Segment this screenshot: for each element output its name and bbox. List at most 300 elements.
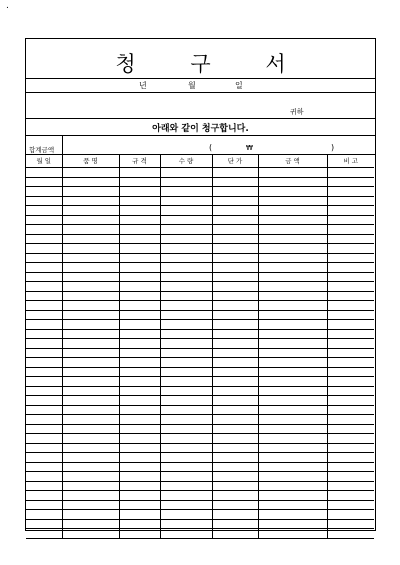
cell-remarks[interactable]	[327, 215, 374, 225]
total-open-paren: (	[209, 143, 213, 152]
cell-date[interactable]	[26, 443, 62, 453]
cell-date[interactable]	[26, 348, 62, 358]
cell-spec[interactable]	[119, 500, 160, 510]
cell-item[interactable]	[62, 519, 119, 529]
cell-amount[interactable]	[258, 481, 327, 491]
cell-quantity[interactable]	[160, 424, 212, 434]
cell-amount[interactable]	[258, 519, 327, 529]
cell-unit-price[interactable]	[212, 348, 258, 358]
cell-item[interactable]	[62, 291, 119, 301]
cell-date[interactable]	[26, 234, 62, 244]
cell-unit-price[interactable]	[212, 225, 258, 235]
cell-amount[interactable]	[258, 206, 327, 216]
cell-quantity[interactable]	[160, 453, 212, 463]
cell-remarks[interactable]	[327, 291, 374, 301]
cell-spec[interactable]	[119, 168, 160, 178]
cell-amount[interactable]	[258, 491, 327, 501]
cell-remarks[interactable]	[327, 500, 374, 510]
cell-unit-price[interactable]	[212, 187, 258, 197]
cell-remarks[interactable]	[327, 263, 374, 273]
cell-amount[interactable]	[258, 301, 327, 311]
cell-spec[interactable]	[119, 253, 160, 263]
cell-amount[interactable]	[258, 187, 327, 197]
cell-quantity[interactable]	[160, 519, 212, 529]
cell-spec[interactable]	[119, 462, 160, 472]
recipient-divider	[26, 92, 375, 119]
cell-item[interactable]	[62, 405, 119, 415]
cell-quantity[interactable]	[160, 196, 212, 206]
cell-item[interactable]	[62, 415, 119, 425]
cell-amount[interactable]	[258, 443, 327, 453]
cell-remarks[interactable]	[327, 225, 374, 235]
cell-quantity[interactable]	[160, 187, 212, 197]
cell-spec[interactable]	[119, 234, 160, 244]
table-row	[26, 253, 374, 263]
total-amount-label: 합계금액	[29, 146, 55, 154]
cell-date[interactable]	[26, 367, 62, 377]
cell-remarks[interactable]	[327, 405, 374, 415]
table-row	[26, 206, 374, 216]
cell-date[interactable]	[26, 215, 62, 225]
cell-item[interactable]	[62, 244, 119, 254]
table-row	[26, 358, 374, 368]
cell-quantity[interactable]	[160, 529, 212, 539]
cell-amount[interactable]	[258, 177, 327, 187]
cell-unit-price[interactable]	[212, 424, 258, 434]
cell-amount[interactable]	[258, 310, 327, 320]
cell-amount[interactable]	[258, 529, 327, 539]
cell-quantity[interactable]	[160, 405, 212, 415]
cell-date[interactable]	[26, 472, 62, 482]
cell-amount[interactable]	[258, 234, 327, 244]
cell-remarks[interactable]	[327, 348, 374, 358]
cell-quantity[interactable]	[160, 434, 212, 444]
cell-spec[interactable]	[119, 415, 160, 425]
cell-quantity[interactable]	[160, 491, 212, 501]
cell-remarks[interactable]	[327, 301, 374, 311]
cell-date[interactable]	[26, 462, 62, 472]
cell-unit-price[interactable]	[212, 339, 258, 349]
cell-item[interactable]	[62, 272, 119, 282]
cell-date[interactable]	[26, 196, 62, 206]
cell-item[interactable]	[62, 329, 119, 339]
cell-unit-price[interactable]	[212, 272, 258, 282]
cell-spec[interactable]	[119, 348, 160, 358]
cell-remarks[interactable]	[327, 187, 374, 197]
cell-unit-price[interactable]	[212, 263, 258, 273]
cell-date[interactable]	[26, 168, 62, 178]
cell-amount[interactable]	[258, 329, 327, 339]
cell-date[interactable]	[26, 491, 62, 501]
cell-quantity[interactable]	[160, 472, 212, 482]
cell-spec[interactable]	[119, 187, 160, 197]
cell-unit-price[interactable]	[212, 301, 258, 311]
cell-unit-price[interactable]	[212, 481, 258, 491]
document-title: 청 구 서	[115, 52, 310, 76]
cell-quantity[interactable]	[160, 510, 212, 520]
cell-remarks[interactable]	[327, 443, 374, 453]
cell-amount[interactable]	[258, 339, 327, 349]
cell-spec[interactable]	[119, 263, 160, 273]
corner-mark: .	[6, 1, 9, 11]
col-header-amount: 금 액	[258, 154, 327, 168]
cell-quantity[interactable]	[160, 339, 212, 349]
cell-unit-price[interactable]	[212, 168, 258, 178]
cell-item[interactable]	[62, 386, 119, 396]
cell-spec[interactable]	[119, 177, 160, 187]
cell-item[interactable]	[62, 500, 119, 510]
cell-quantity[interactable]	[160, 348, 212, 358]
cell-item[interactable]	[62, 320, 119, 330]
cell-unit-price[interactable]	[212, 519, 258, 529]
cell-date[interactable]	[26, 396, 62, 406]
cell-amount[interactable]	[258, 253, 327, 263]
cell-remarks[interactable]	[327, 253, 374, 263]
table-row	[26, 424, 374, 434]
cell-unit-price[interactable]	[212, 367, 258, 377]
cell-unit-price[interactable]	[212, 443, 258, 453]
cell-quantity[interactable]	[160, 244, 212, 254]
cell-unit-price[interactable]	[212, 196, 258, 206]
cell-amount[interactable]	[258, 215, 327, 225]
cell-unit-price[interactable]	[212, 529, 258, 539]
cell-remarks[interactable]	[327, 272, 374, 282]
cell-item[interactable]	[62, 529, 119, 539]
cell-unit-price[interactable]	[212, 282, 258, 292]
cell-item[interactable]	[62, 377, 119, 387]
cell-remarks[interactable]	[327, 244, 374, 254]
cell-item[interactable]	[62, 196, 119, 206]
cell-remarks[interactable]	[327, 510, 374, 520]
cell-unit-price[interactable]	[212, 329, 258, 339]
cell-item[interactable]	[62, 168, 119, 178]
cell-date[interactable]	[26, 386, 62, 396]
cell-spec[interactable]	[119, 519, 160, 529]
cell-unit-price[interactable]	[212, 377, 258, 387]
total-close-paren: )	[331, 143, 335, 152]
cell-quantity[interactable]	[160, 377, 212, 387]
cell-date[interactable]	[26, 225, 62, 235]
cell-quantity[interactable]	[160, 168, 212, 178]
cell-quantity[interactable]	[160, 282, 212, 292]
cell-spec[interactable]	[119, 196, 160, 206]
cell-spec[interactable]	[119, 320, 160, 330]
table-row	[26, 272, 374, 282]
cell-unit-price[interactable]	[212, 415, 258, 425]
cell-quantity[interactable]	[160, 310, 212, 320]
cell-item[interactable]	[62, 187, 119, 197]
cell-quantity[interactable]	[160, 263, 212, 273]
cell-quantity[interactable]	[160, 329, 212, 339]
cell-remarks[interactable]	[327, 434, 374, 444]
cell-remarks[interactable]	[327, 339, 374, 349]
cell-quantity[interactable]	[160, 234, 212, 244]
col-header-date: 월 일	[26, 154, 62, 168]
cell-spec[interactable]	[119, 481, 160, 491]
cell-date[interactable]	[26, 187, 62, 197]
cell-amount[interactable]	[258, 291, 327, 301]
cell-spec[interactable]	[119, 434, 160, 444]
cell-date[interactable]	[26, 301, 62, 311]
cell-item[interactable]	[62, 225, 119, 235]
cell-item[interactable]	[62, 263, 119, 273]
cell-quantity[interactable]	[160, 443, 212, 453]
cell-date[interactable]	[26, 244, 62, 254]
cell-quantity[interactable]	[160, 253, 212, 263]
cell-amount[interactable]	[258, 225, 327, 235]
cell-date[interactable]	[26, 177, 62, 187]
cell-remarks[interactable]	[327, 358, 374, 368]
cell-item[interactable]	[62, 339, 119, 349]
cell-date[interactable]	[26, 253, 62, 263]
cell-unit-price[interactable]	[212, 434, 258, 444]
cell-date[interactable]	[26, 291, 62, 301]
cell-unit-price[interactable]	[212, 453, 258, 463]
cell-remarks[interactable]	[327, 206, 374, 216]
cell-spec[interactable]	[119, 272, 160, 282]
cell-amount[interactable]	[258, 348, 327, 358]
table-row	[26, 396, 374, 406]
cell-remarks[interactable]	[327, 367, 374, 377]
cell-remarks[interactable]	[327, 329, 374, 339]
cell-unit-price[interactable]	[212, 386, 258, 396]
cell-date[interactable]	[26, 310, 62, 320]
cell-unit-price[interactable]	[212, 500, 258, 510]
cell-unit-price[interactable]	[212, 234, 258, 244]
cell-item[interactable]	[62, 453, 119, 463]
cell-quantity[interactable]	[160, 462, 212, 472]
cell-item[interactable]	[62, 443, 119, 453]
table-row	[26, 529, 374, 539]
cell-spec[interactable]	[119, 405, 160, 415]
cell-spec[interactable]	[119, 529, 160, 539]
cell-spec[interactable]	[119, 244, 160, 254]
cell-remarks[interactable]	[327, 415, 374, 425]
cell-quantity[interactable]	[160, 481, 212, 491]
cell-item[interactable]	[62, 462, 119, 472]
cell-date[interactable]	[26, 206, 62, 216]
cell-spec[interactable]	[119, 453, 160, 463]
cell-unit-price[interactable]	[212, 320, 258, 330]
cell-spec[interactable]	[119, 339, 160, 349]
cell-spec[interactable]	[119, 282, 160, 292]
cell-unit-price[interactable]	[212, 396, 258, 406]
cell-amount[interactable]	[258, 405, 327, 415]
cell-item[interactable]	[62, 253, 119, 263]
cell-date[interactable]	[26, 500, 62, 510]
cell-amount[interactable]	[258, 263, 327, 273]
cell-item[interactable]	[62, 472, 119, 482]
cell-item[interactable]	[62, 310, 119, 320]
cell-item[interactable]	[62, 434, 119, 444]
cell-remarks[interactable]	[327, 168, 374, 178]
cell-spec[interactable]	[119, 215, 160, 225]
cell-remarks[interactable]	[327, 396, 374, 406]
col-header-unit-price: 단 가	[212, 154, 258, 168]
cell-spec[interactable]	[119, 396, 160, 406]
cell-unit-price[interactable]	[212, 472, 258, 482]
cell-spec[interactable]	[119, 472, 160, 482]
cell-spec[interactable]	[119, 329, 160, 339]
cell-quantity[interactable]	[160, 396, 212, 406]
cell-unit-price[interactable]	[212, 177, 258, 187]
cell-item[interactable]	[62, 424, 119, 434]
cell-amount[interactable]	[258, 196, 327, 206]
table-row	[26, 215, 374, 225]
cell-item[interactable]	[62, 481, 119, 491]
cell-date[interactable]	[26, 481, 62, 491]
table-row	[26, 510, 374, 520]
cell-amount[interactable]	[258, 272, 327, 282]
cell-unit-price[interactable]	[212, 215, 258, 225]
cell-unit-price[interactable]	[212, 462, 258, 472]
cell-item[interactable]	[62, 348, 119, 358]
table-row	[26, 339, 374, 349]
cell-unit-price[interactable]	[212, 206, 258, 216]
cell-quantity[interactable]	[160, 386, 212, 396]
cell-unit-price[interactable]	[212, 310, 258, 320]
cell-remarks[interactable]	[327, 472, 374, 482]
cell-spec[interactable]	[119, 424, 160, 434]
date-day-label: 일	[235, 81, 243, 90]
table-row	[26, 244, 374, 254]
cell-quantity[interactable]	[160, 272, 212, 282]
cell-spec[interactable]	[119, 510, 160, 520]
cell-spec[interactable]	[119, 291, 160, 301]
cell-item[interactable]	[62, 301, 119, 311]
cell-date[interactable]	[26, 263, 62, 273]
cell-remarks[interactable]	[327, 491, 374, 501]
cell-amount[interactable]	[258, 453, 327, 463]
cell-amount[interactable]	[258, 472, 327, 482]
cell-remarks[interactable]	[327, 282, 374, 292]
cell-unit-price[interactable]	[212, 358, 258, 368]
cell-remarks[interactable]	[327, 519, 374, 529]
cell-date[interactable]	[26, 510, 62, 520]
table-row	[26, 519, 374, 529]
cell-remarks[interactable]	[327, 424, 374, 434]
cell-unit-price[interactable]	[212, 291, 258, 301]
cell-item[interactable]	[62, 510, 119, 520]
cell-remarks[interactable]	[327, 462, 374, 472]
cell-remarks[interactable]	[327, 177, 374, 187]
cell-quantity[interactable]	[160, 367, 212, 377]
cell-item[interactable]	[62, 396, 119, 406]
table-row	[26, 377, 374, 387]
cell-amount[interactable]	[258, 462, 327, 472]
cell-amount[interactable]	[258, 386, 327, 396]
cell-date[interactable]	[26, 519, 62, 529]
cell-unit-price[interactable]	[212, 405, 258, 415]
cell-quantity[interactable]	[160, 215, 212, 225]
cell-unit-price[interactable]	[212, 510, 258, 520]
cell-remarks[interactable]	[327, 196, 374, 206]
cell-quantity[interactable]	[160, 415, 212, 425]
cell-date[interactable]	[26, 320, 62, 330]
cell-amount[interactable]	[258, 367, 327, 377]
cell-amount[interactable]	[258, 168, 327, 178]
cell-item[interactable]	[62, 215, 119, 225]
cell-item[interactable]	[62, 234, 119, 244]
cell-quantity[interactable]	[160, 301, 212, 311]
cell-item[interactable]	[62, 358, 119, 368]
cell-unit-price[interactable]	[212, 244, 258, 254]
cell-quantity[interactable]	[160, 500, 212, 510]
cell-date[interactable]	[26, 405, 62, 415]
cell-remarks[interactable]	[327, 386, 374, 396]
cell-spec[interactable]	[119, 310, 160, 320]
cell-remarks[interactable]	[327, 377, 374, 387]
cell-date[interactable]	[26, 415, 62, 425]
cell-amount[interactable]	[258, 424, 327, 434]
cell-quantity[interactable]	[160, 225, 212, 235]
cell-amount[interactable]	[258, 510, 327, 520]
table-row	[26, 348, 374, 358]
cell-spec[interactable]	[119, 377, 160, 387]
cell-amount[interactable]	[258, 320, 327, 330]
date-divider	[26, 78, 375, 93]
cell-remarks[interactable]	[327, 481, 374, 491]
cell-quantity[interactable]	[160, 320, 212, 330]
cell-remarks[interactable]	[327, 310, 374, 320]
cell-item[interactable]	[62, 177, 119, 187]
cell-date[interactable]	[26, 358, 62, 368]
cell-item[interactable]	[62, 367, 119, 377]
cell-spec[interactable]	[119, 386, 160, 396]
table-row	[26, 453, 374, 463]
cell-spec[interactable]	[119, 206, 160, 216]
cell-amount[interactable]	[258, 282, 327, 292]
cell-spec[interactable]	[119, 443, 160, 453]
cell-date[interactable]	[26, 424, 62, 434]
cell-date[interactable]	[26, 453, 62, 463]
cell-date[interactable]	[26, 529, 62, 539]
cell-spec[interactable]	[119, 301, 160, 311]
cell-date[interactable]	[26, 377, 62, 387]
cell-quantity[interactable]	[160, 206, 212, 216]
cell-remarks[interactable]	[327, 529, 374, 539]
cell-amount[interactable]	[258, 500, 327, 510]
cell-unit-price[interactable]	[212, 253, 258, 263]
cell-date[interactable]	[26, 434, 62, 444]
cell-spec[interactable]	[119, 358, 160, 368]
cell-date[interactable]	[26, 339, 62, 349]
cell-date[interactable]	[26, 282, 62, 292]
cell-amount[interactable]	[258, 415, 327, 425]
cell-quantity[interactable]	[160, 358, 212, 368]
cell-remarks[interactable]	[327, 320, 374, 330]
cell-quantity[interactable]	[160, 291, 212, 301]
cell-item[interactable]	[62, 282, 119, 292]
cell-amount[interactable]	[258, 358, 327, 368]
cell-spec[interactable]	[119, 367, 160, 377]
cell-amount[interactable]	[258, 396, 327, 406]
cell-date[interactable]	[26, 329, 62, 339]
cell-date[interactable]	[26, 272, 62, 282]
cell-amount[interactable]	[258, 434, 327, 444]
cell-remarks[interactable]	[327, 453, 374, 463]
cell-amount[interactable]	[258, 244, 327, 254]
cell-item[interactable]	[62, 206, 119, 216]
cell-item[interactable]	[62, 491, 119, 501]
cell-amount[interactable]	[258, 377, 327, 387]
cell-spec[interactable]	[119, 225, 160, 235]
cell-spec[interactable]	[119, 491, 160, 501]
cell-unit-price[interactable]	[212, 491, 258, 501]
cell-remarks[interactable]	[327, 234, 374, 244]
cell-quantity[interactable]	[160, 177, 212, 187]
table-row	[26, 329, 374, 339]
